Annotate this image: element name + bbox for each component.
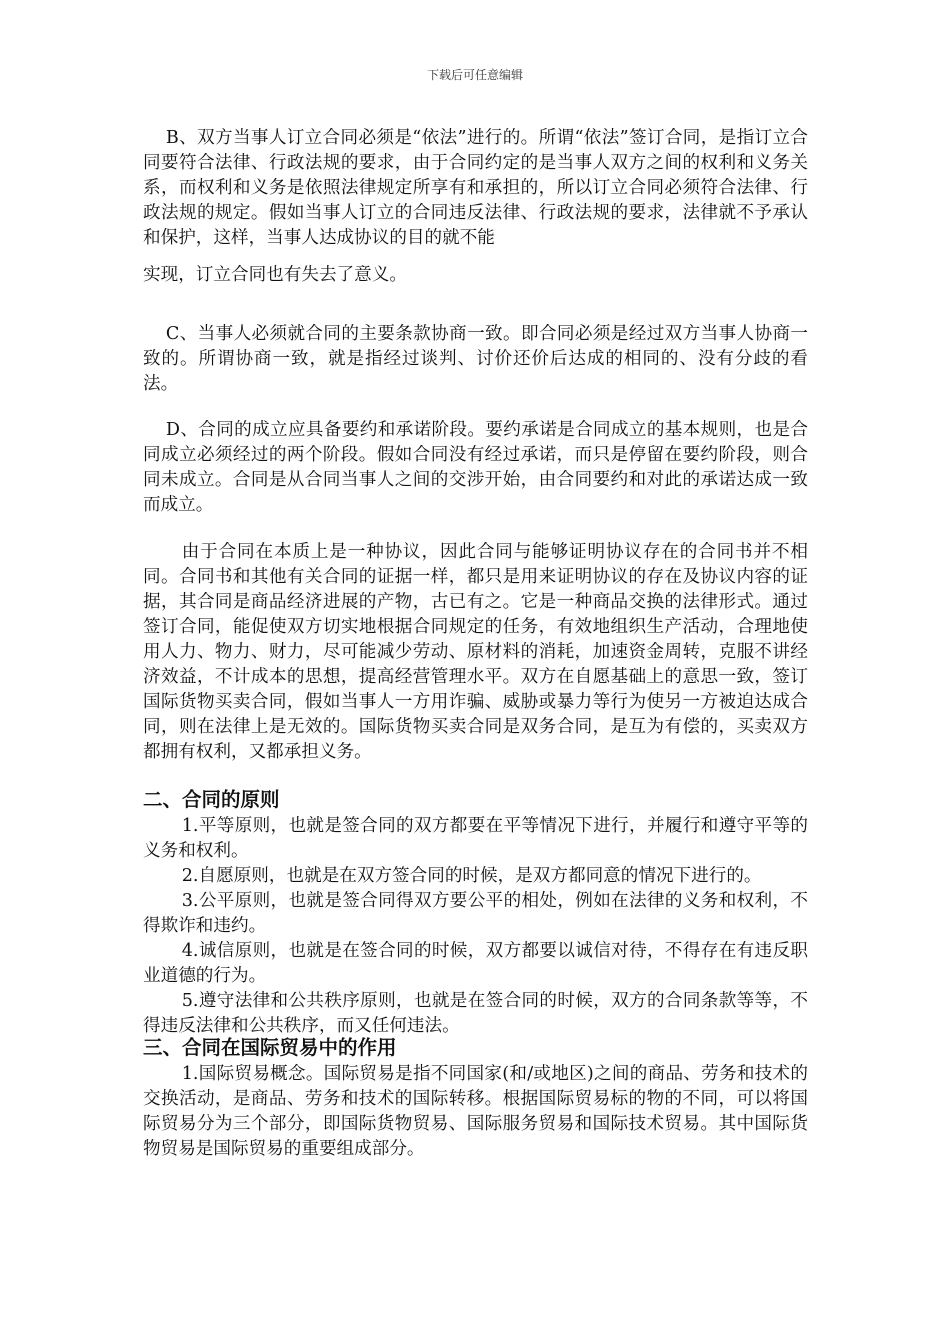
paragraph-d-block (143, 418, 808, 518)
summary-paragraph: 由于合同在本质上是一种协议，因此合同与能够证明协议存在的合同书并不相同。合同书和其他有关合同的证据一样，都只是用来证明协议的存在及协议内容的证据，其合同是商品经济进展的产物，古已有之。它是一种商品交换的法律形式。通过签订合同，能促使双方切实地根据合同规定的任务，有效地组织生产活动，合理地使用人力、物力、财力，尽可能减少劳动、原材料的消耗，加速资金周转，克服不讲经济效益，不计成本的思想，提高经营管理水平。双方在自愿基础上的意思一致，签订国际货物买卖合同，假如当事人一方用诈骗、威胁或暴力等行为使另一方被迫达成合同，则在法律上是无效的。国际货物买卖合同是双务合同，是互为有偿的，买卖双方都拥有权利，又都承担义务。 (143, 542, 808, 762)
paragraph-b: B、双方当事人订立合同必须是“依法”进行的。所谓“依法”签订合同，是指订立合同要符合法律、行政法规的要求，由于合同约定的是当事人双方之间的权利和义务关系，而权利和义务是依照法律规定所享有和承担的，所以订立合同必须符合法律、行政法规的规定。假如当事人订立的合同违反法律、行政法规的要求，法律就不予承认和保护，这样，当事人达成协议的目的就不能 (143, 128, 808, 248)
section-principles (143, 786, 808, 1039)
principle-item: 1.平等原则，也就是签合同的双方都要在平等情况下进行，并履行和遵守平等的义务和权利。 (143, 816, 808, 861)
page-header: 下载后可任意编辑 (426, 68, 523, 82)
principle-item: 2.自愿原则，也就是在双方签合同的时候，是双方都同意的情况下进行的。 (181, 866, 762, 886)
section-heading-trade-role: 三、合同在国际贸易中的作用 (143, 1036, 397, 1059)
section-trade-role (143, 1034, 808, 1162)
paragraph-b-tail: 实现，订立合同也有失去了意义。 (143, 265, 407, 285)
section-heading-principles: 二、合同的原则 (143, 788, 280, 811)
paragraph-c-block (143, 322, 808, 397)
principle-item: 5.遵守法律和公共秩序原则，也就是在签合同的时候，双方的合同条款等等，不得违反法律和公共秩序，而又任何违法。 (143, 991, 808, 1036)
paragraph-d: D、合同的成立应具备要约和承诺阶段。要约承诺是合同成立的基本规则，也是合同成立必须经过的两个阶段。假如合同没有经过承诺，而只是停留在要约阶段，则合同未成立。合同是从合同当事人之间的交涉开始，由合同要约和对此的承诺达成一致而成立。 (143, 420, 808, 515)
trade-role-item: 1.国际贸易概念。国际贸易是指不同国家(和/或地区)之间的商品、劳务和技术的交换活动，是商品、劳务和技术的国际转移。根据国际贸易标的物的不同，可以将国际贸易分为三个部分，即国际货物贸易、国际服务贸易和国际技术贸易。其中国际货物贸易是国际贸易的重要组成部分。 (143, 1064, 808, 1159)
principle-item: 3.公平原则，也就是签合同得双方要公平的相处，例如在法律的义务和权利，不得欺诈和违约。 (143, 891, 808, 936)
summary-block (143, 540, 808, 765)
document-body (143, 126, 808, 288)
principle-item: 4.诚信原则，也就是在签合同的时候，双方都要以诚信对待，不得存在有违反职业道德的行为。 (143, 941, 808, 986)
paragraph-c: C、当事人必须就合同的主要条款协商一致。即合同必须是经过双方当事人协商一致的。所谓协商一致，就是指经过谈判、讨价还价后达成的相同的、没有分歧的看法。 (143, 324, 808, 394)
